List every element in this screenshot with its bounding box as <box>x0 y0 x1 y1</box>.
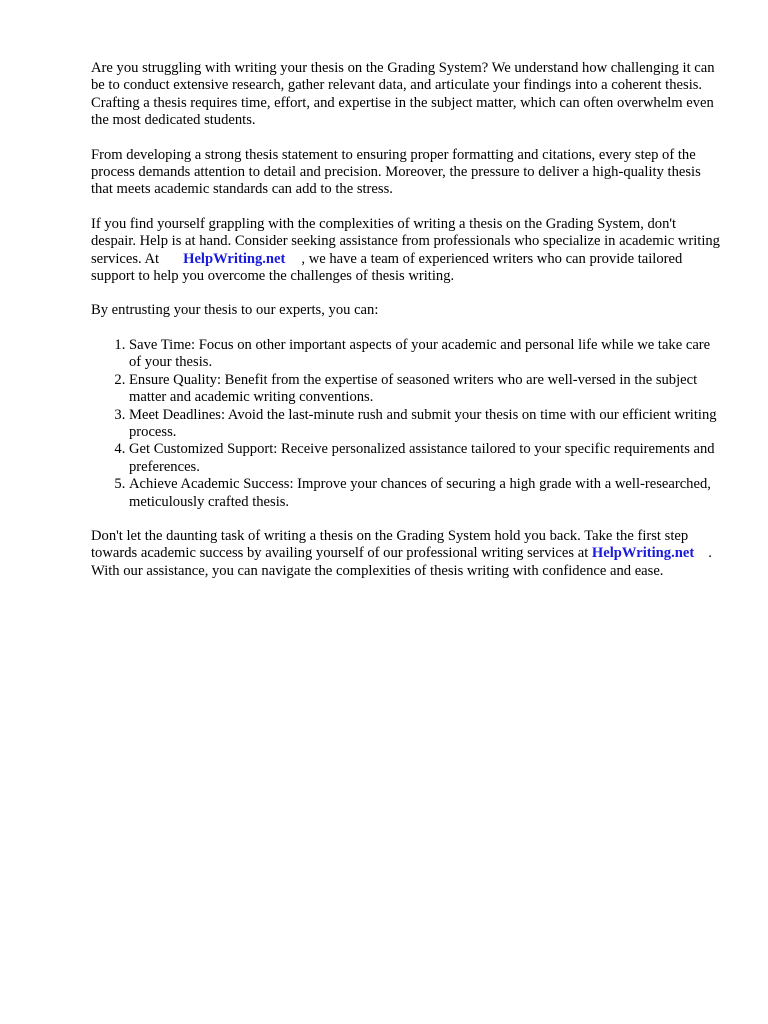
document-page <box>91 60 721 597</box>
benefits-list <box>91 337 721 511</box>
entrust-paragraph: By entrusting your thesis to our experts, you can: <box>91 302 379 319</box>
help-paragraph <box>91 216 721 286</box>
list-item: 3. Meet Deadlines: Avoid the last-minute rush and submit your thesis on time with our efficient writing process. <box>129 407 721 442</box>
list-item: 1. Save Time: Focus on other important aspects of your academic and personal life while we take care of your thesis. <box>129 337 721 372</box>
help-text-after: , we have a team of experienced writers who can provide tailored support to help you overcome the challenges of thesis writing. <box>91 250 683 285</box>
process-paragraph: From developing a strong thesis statement to ensuring proper formatting and citations, every step of the process demands attention to detail and precision. Moreover, the pressure to deliver a high-quality thesis that meets academic standards can add to the stress. <box>91 146 701 198</box>
closing-text-after: . With our assistance, you can navigate the complexities of thesis writing with confidence and ease. <box>91 545 712 579</box>
list-item: 2. Ensure Quality: Benefit from the expertise of seasoned writers who are well-versed in the subject matter and academic writing conventions. <box>129 372 721 407</box>
list-item: 4. Get Customized Support: Receive personalized assistance tailored to your specific requirements and preferences. <box>129 441 721 476</box>
closing-text-before: Don't let the daunting task of writing a thesis on the Grading System hold you back. Take the first step towards academic success by availing yourself of our professional writing services at <box>91 527 689 562</box>
helpwriting-link[interactable]: HelpWriting.net <box>183 250 286 267</box>
intro-paragraph: Are you struggling with writing your thesis on the Grading System? We understand how challenging it can be to conduct extensive research, gather relevant data, and articulate your findings into a coherent thesis. Crafting a thesis requires time, effort, and expertise in the subject matter, which can often overwhelm even the most dedicated students. <box>91 60 715 129</box>
list-item: 5. Achieve Academic Success: Improve your chances of securing a high grade with a well-researched, meticulously crafted thesis. <box>129 476 721 511</box>
helpwriting-link[interactable]: HelpWriting.net <box>591 545 695 562</box>
help-text-before: If you find yourself grappling with the complexities of writing a thesis on the Grading System, don't despair. Help is at hand. Consider seeking assistance from professionals who specialize in academic writing services. At <box>91 215 720 267</box>
closing-paragraph <box>91 528 721 580</box>
